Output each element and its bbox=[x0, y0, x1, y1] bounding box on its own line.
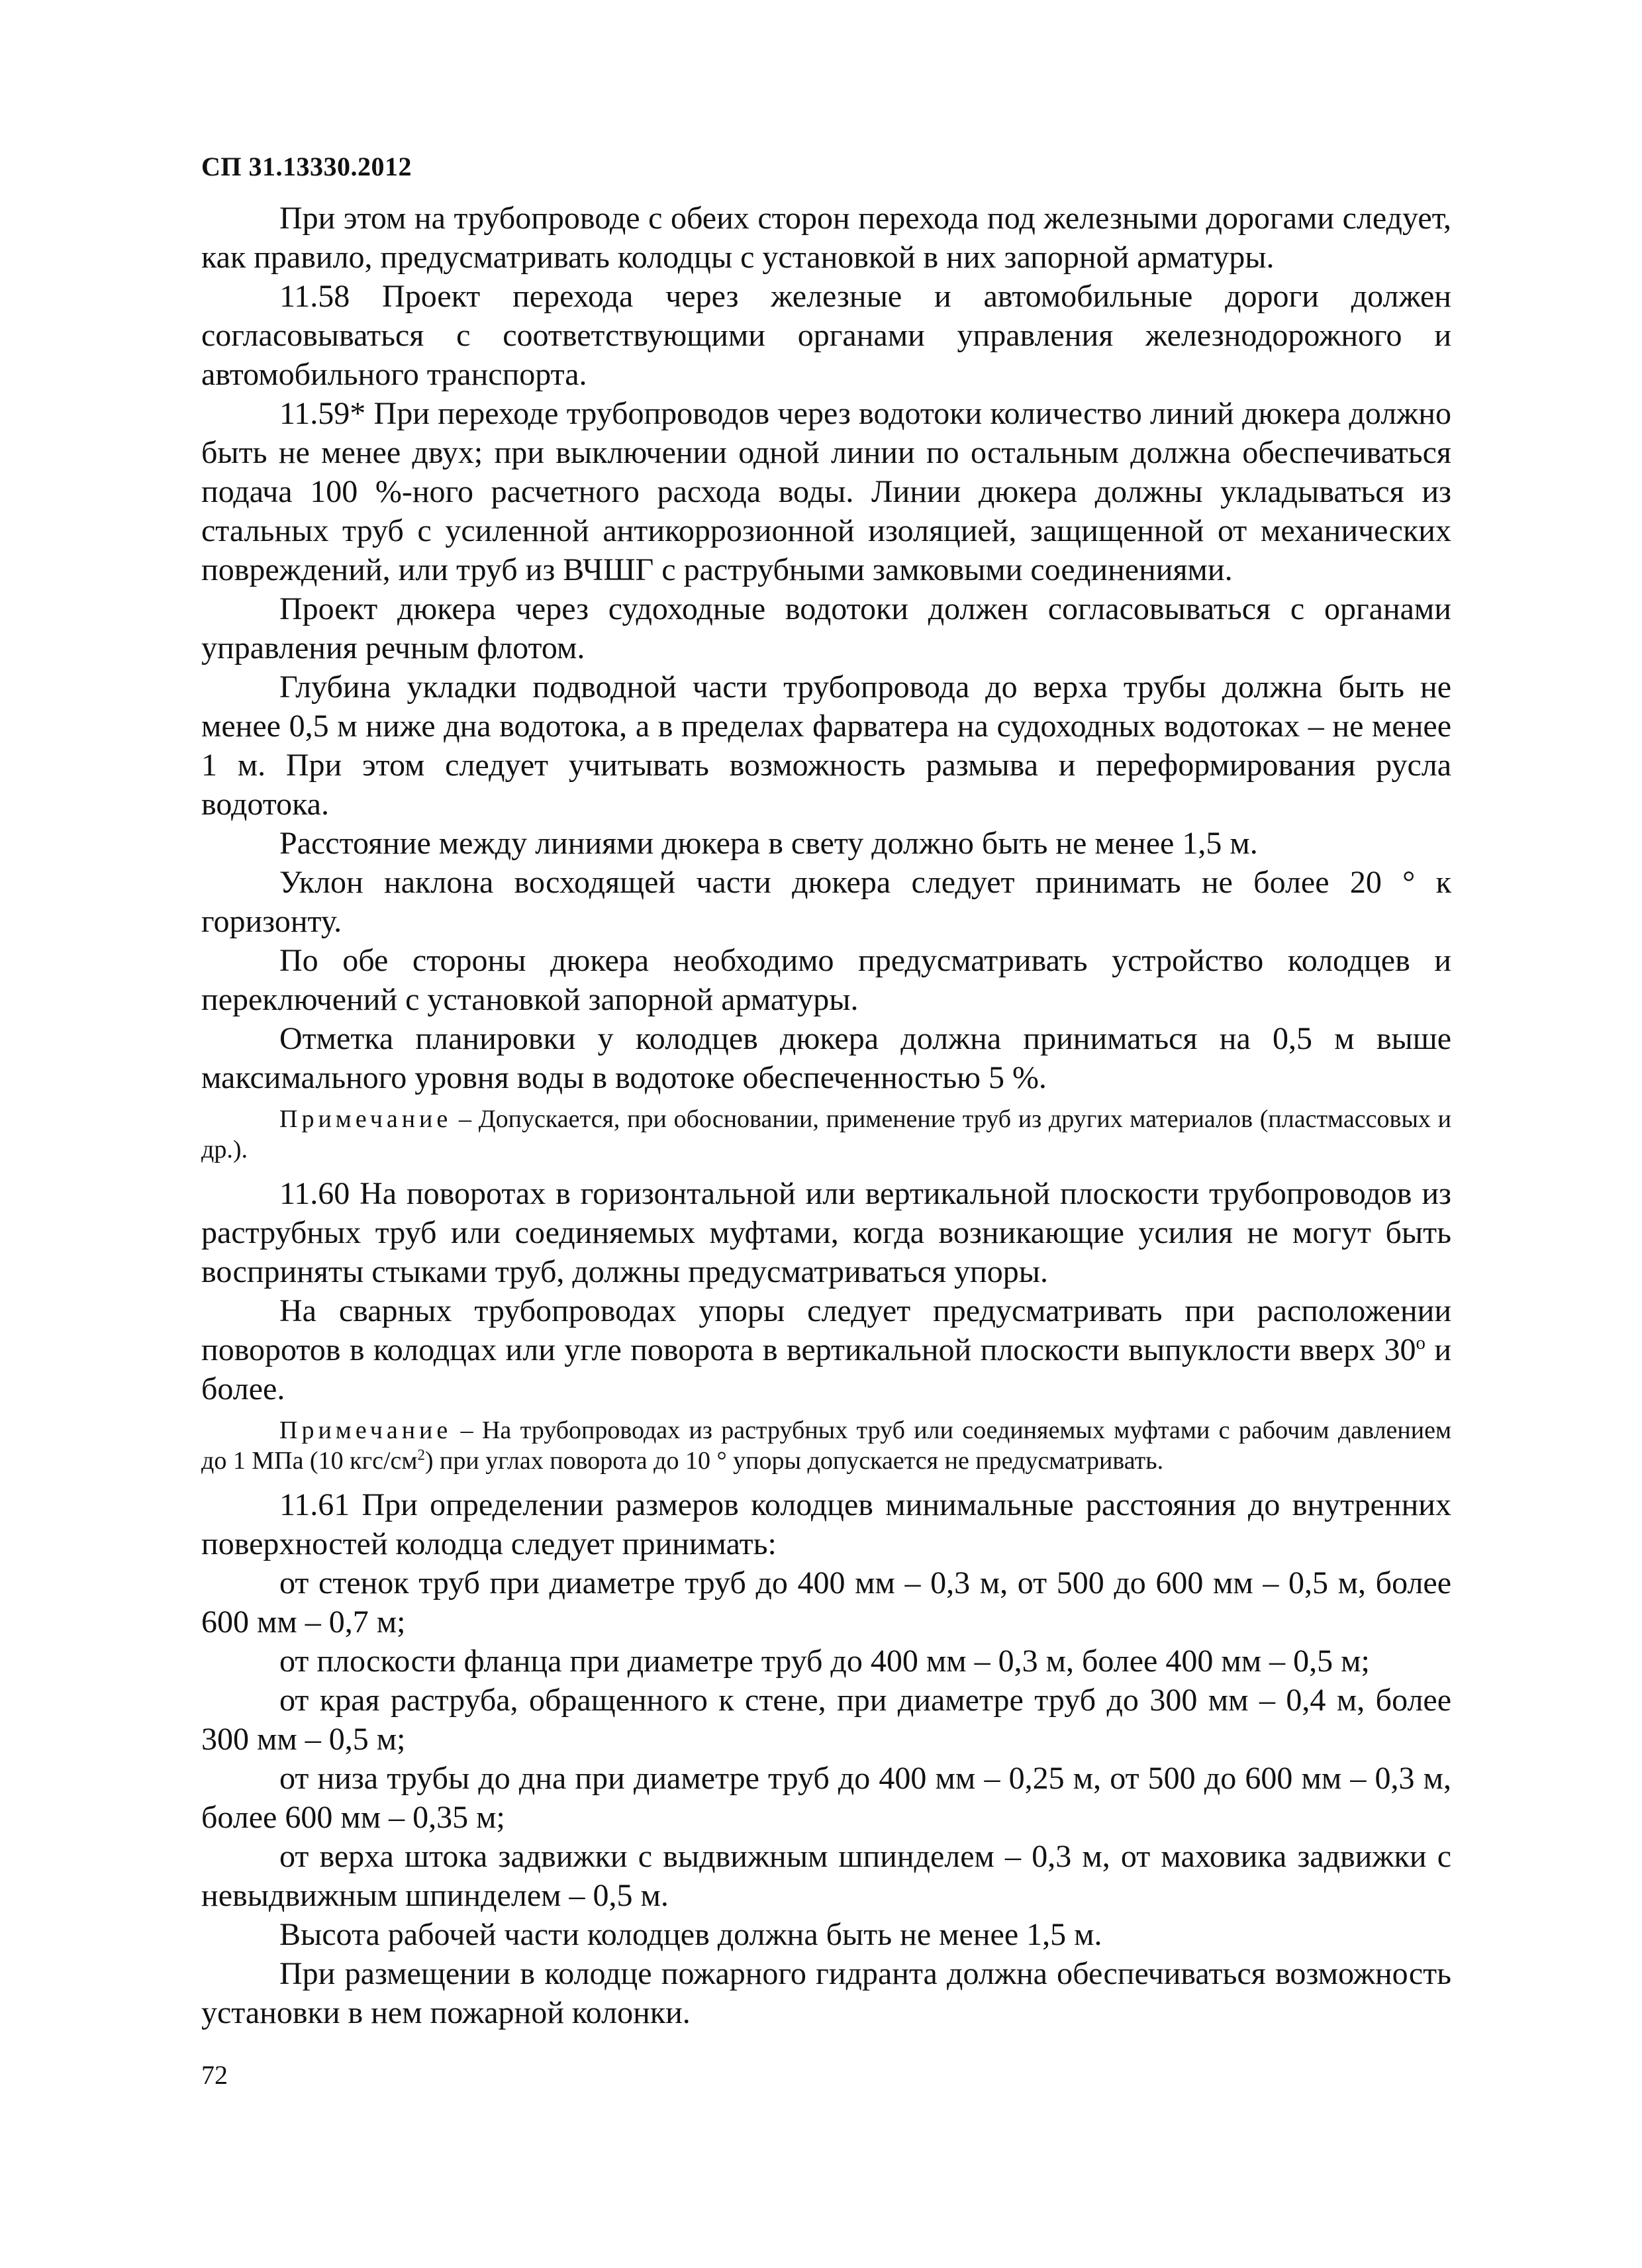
paragraph-11-60: 11.60 На поворотах в горизонтальной или вертикальной плоскости трубопроводов из раструбных труб или соединяемых муфтами, когда возникающие усилия не могут быть восприняты стыками труб, должны предусматриваться упоры. bbox=[201, 1176, 1451, 1289]
note-text: – Допускается, при обосновании, применение труб из других материалов (пластмассовых и др.). bbox=[201, 1105, 1451, 1163]
paragraph: При этом на трубопроводе с обеих сторон перехода под железными дорогами следует, как правило, предусматривать колодцы с установкой в них запорной арматуры. bbox=[201, 201, 1451, 275]
note-2 bbox=[201, 1415, 1451, 1476]
paragraph-welded-text: На сварных трубопроводах упоры следует предусматривать при расположении поворотов в колодцах или угле поворота в вертикальной плоскости выпуклости вверх 30 bbox=[201, 1293, 1451, 1367]
paragraph-11-58: 11.58 Проект перехода через железные и автомобильные дороги должен согласовываться с соответствующими органами управления железнодорожного и автомобильного транспорта. bbox=[201, 279, 1451, 392]
paragraph-11-61: 11.61 При определении размеров колодцев минимальные расстояния до внутренних поверхностей колодца следует принимать: bbox=[201, 1487, 1451, 1561]
note-label: Примечание bbox=[279, 1105, 452, 1133]
paragraph: Уклон наклона восходящей части дюкера следует принимать не более 20 ° к горизонту. bbox=[201, 865, 1451, 939]
list-item: от края раструба, обращенного к стене, при диаметре труб до 300 мм – 0,4 м, более 300 мм – 0,5 м; bbox=[201, 1683, 1451, 1757]
paragraph: Глубина укладки подводной части трубопровода до верха трубы должна быть не менее 0,5 м ниже дна водотока, а в пределах фарватера на судоходных водотоках – не менее 1 м. При этом следует учитывать возможность размыва и переформирования русла водотока. bbox=[201, 669, 1451, 822]
paragraph: Отметка планировки у колодцев дюкера должна приниматься на 0,5 м выше максимального уровня воды в водотоке обеспеченностью 5 %. bbox=[201, 1021, 1451, 1095]
note-1 bbox=[201, 1104, 1451, 1165]
list-item: от стенок труб при диаметре труб до 400 мм – 0,3 м, от 500 до 600 мм – 0,5 м, более 600 мм – 0,7 м; bbox=[201, 1565, 1451, 1640]
note-label: Примечание bbox=[279, 1416, 452, 1444]
list-item: от низа трубы до дна при диаметре труб до 400 мм – 0,25 м, от 500 до 600 мм – 0,3 м, более 600 мм – 0,35 м; bbox=[201, 1761, 1451, 1835]
document-code-header: СП 31.13330.2012 bbox=[201, 152, 412, 181]
list-item: от верха штока задвижки с выдвижным шпинделем – 0,3 м, от маховика задвижки с невыдвижным шпинделем – 0,5 м. bbox=[201, 1839, 1451, 1913]
body-text bbox=[201, 199, 1451, 2032]
degree-superscript: о bbox=[1416, 1332, 1425, 1354]
note-text-tail: ) при углах поворота до 10 ° упоры допускается не предусматривать. bbox=[424, 1447, 1164, 1475]
paragraph: Высота рабочей части колодцев должна быть не менее 1,5 м. bbox=[279, 1917, 1102, 1952]
paragraph-welded-tail: и более. bbox=[201, 1332, 1452, 1406]
paragraph-11-59: 11.59* При переходе трубопроводов через водотоки количество линий дюкера должно быть не менее двух; при выключении одной линии по остальным должна обеспечиваться подача 100 %-ного расчетного расхода воды. Линии дюкера должны укладываться из стальных труб с усиленной антикоррозионной изоляцией, защищенной от механических повреждений, или труб из ВЧШГ с раструбными замковыми соединениями. bbox=[201, 396, 1451, 587]
paragraph: При размещении в колодце пожарного гидранта должна обеспечиваться возможность установки в нем пожарной колонки. bbox=[201, 1956, 1451, 2030]
paragraph: По обе стороны дюкера необходимо предусматривать устройство колодцев и переключений с установкой запорной арматуры. bbox=[201, 943, 1451, 1017]
paragraph: Проект дюкера через судоходные водотоки должен согласовываться с органами управления речным флотом. bbox=[201, 591, 1451, 666]
paragraph: Расстояние между линиями дюкера в свету должно быть не менее 1,5 м. bbox=[279, 826, 1258, 861]
note-text: – На трубопроводах из раструбных труб или соединяемых муфтами с рабочим давлением до 1 МПа (10 кгс/см bbox=[201, 1416, 1451, 1475]
paragraph-welded bbox=[201, 1291, 1451, 1408]
list-item: от плоскости фланца при диаметре труб до 400 мм – 0,3 м, более 400 мм – 0,5 м; bbox=[279, 1644, 1370, 1679]
page-number: 72 bbox=[201, 2060, 228, 2090]
note-superscript: 2 bbox=[417, 1446, 425, 1463]
